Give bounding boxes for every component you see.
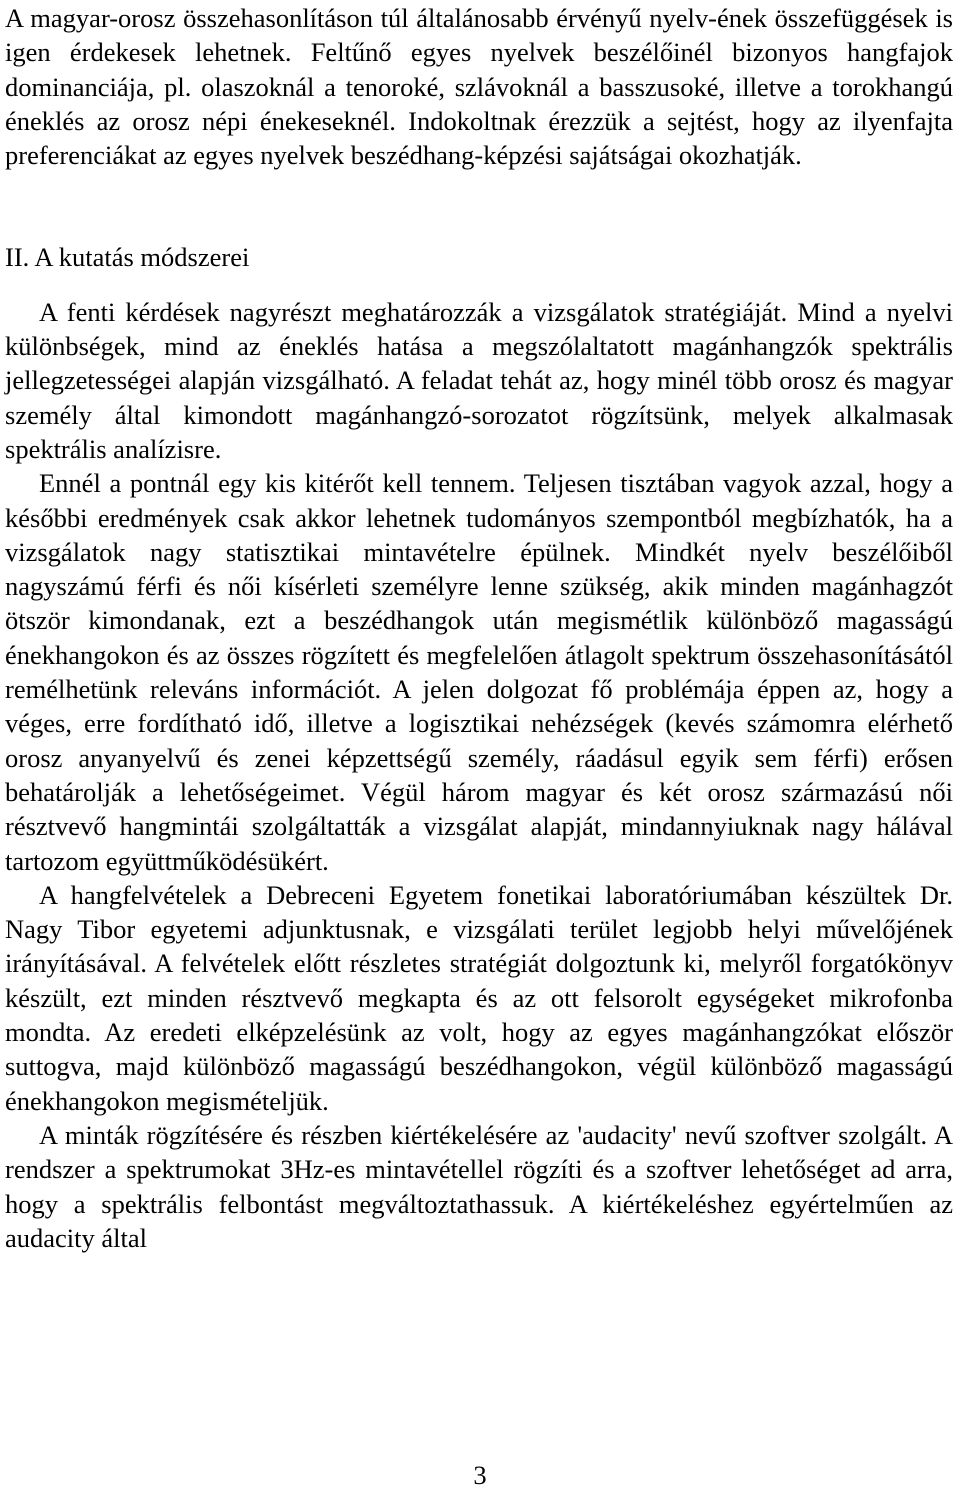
- page-number: 3: [473, 1460, 487, 1490]
- paragraph-digression: Ennél a pontnál egy kis kitérőt kell tennem. Teljesen tisztában vagyok azzal, hogy a későbbi eredmények csak akkor lehetnek tudományos szempontból megbízhatók, ha a vizsgálatok nagy statisztikai mintavételre épülnek. Mindkét nyelv beszélőiből nagyszámú férfi és női kísérleti személyre lenne szükség, akik minden magánhagzót ötször kimondanak, ezt a beszédhangok után megismétlik különböző magasságú énekhangokon és az összes rögzített és megfelelően átlagolt spektrum összehasonításától remélhetünk releváns információt. A jelen dolgozat fő problémája éppen az, hogy a véges, erre fordítható idő, illetve a logisztikai nehézségek (kevés számomra elérhető orosz anyanyelvű és zenei képzettségű személy, ráadásul egyik sem férfi) erősen behatárolják a lehetőségeimet. Végül három magyar és két orosz származású női résztvevő hangmintái szolgáltatták a vizsgálat alapját, mindannyiuknak nagy hálával tartozom együttműködésükért.: [5, 468, 953, 876]
- paragraph-recordings: A hangfelvételek a Debreceni Egyetem fonetikai laboratóriumában készültek Dr. Nagy Tibor egyetemi adjunktusnak, e vizsgálati terület legjobb helyi művelőjének irányításával. A felvételek előtt részletes stratégiát dolgoztunk ki, melyről forgatókönyv készült, ezt minden résztvevő megkapta és az ott felsorolt egységeket mikrofonba mondta. Az eredeti elképzelésünk az volt, hogy az egyes magánhangzókat először suttogva, majd különböző magasságú beszédhangokon, végül különböző magasságú énekhangokon megismételjük.: [5, 879, 953, 1116]
- paragraph-methods: A fenti kérdések nagyrészt meghatározzák a vizsgálatok stratégiáját. Mind a nyelvi különbségek, mind az éneklés hatása a megszólaltatott magánhangzók spektrális jellegzetességei alapján vizsgálható. A feladat tehát az, hogy minél több orosz és magyar személy által kimondott magánhangzó-sorozatot rögzítsünk, melyek alkalmasak spektrális analízisre.: [5, 296, 953, 464]
- section-heading: II. A kutatás módszerei: [5, 242, 250, 273]
- paragraph-software: A minták rögzítésére és részben kiértékelésére az 'audacity' nevű szoftver szolgált. A rendszer a spektrumokat 3Hz-es mintavétellel rögzíti és a szoftver lehetőséget ad arra, hogy a spektrális felbontást megváltoztathassuk. A kiértékeléshez egyértelműen az audacity által: [5, 1119, 953, 1253]
- paragraph-intro: A magyar-orosz összehasonlításon túl általánosabb érvényű nyelv-ének összefüggések is igen érdekesek lehetnek. Feltűnő egyes nyelvek beszélőinél bizonyos hangfajok dominanciája, pl. olaszoknál a tenoroké, szlávoknál a basszusoké, illetve a torokhangú éneklés az orosz népi énekeseknél. Indokoltnak érezzük a sejtést, hogy az ilyenfajta preferenciákat az egyes nyelvek beszédhang-képzési sajátságai okozhatják.: [5, 3, 953, 171]
- document-page: [5, 0, 953, 1255]
